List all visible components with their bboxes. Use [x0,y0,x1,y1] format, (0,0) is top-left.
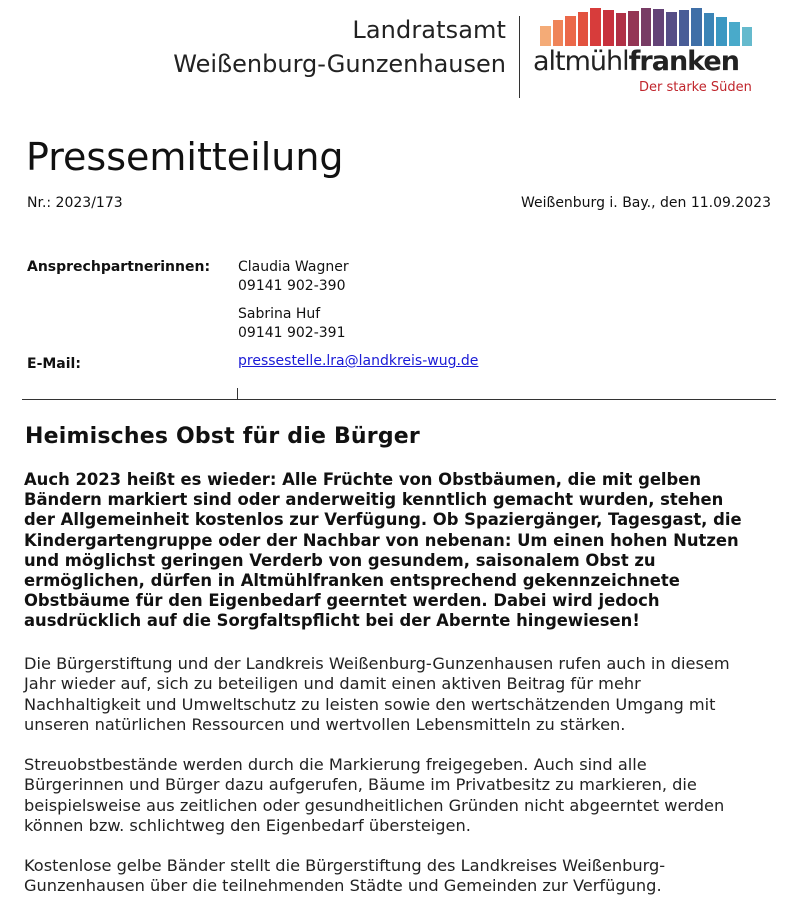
logo-bar [679,10,690,46]
lead-line: der Allgemeinheit kostenlos zur Verfügung. Ob Spaziergänger, Tagesgast, die [24,510,742,530]
brand-slogan: Der starke Süden [639,80,752,95]
paragraph-line: Die Bürgerstiftung und der Landkreis Weißenburg-Gunzenhausen rufen auch in diesem [24,654,730,673]
article-paragraph [24,654,770,736]
paragraph-line: können bzw. schlichtweg den Eigenbedarf übersteigen. [24,816,471,836]
lead-line: Kindergartengruppe oder der Nachbar von nebenan: Um einen hohen Nutzen [24,530,739,550]
logo-bar [691,8,702,46]
press-release-number: Nr.: 2023/173 [27,195,123,211]
logo-bar [603,10,614,46]
logo-bar [616,13,627,46]
logo-bar [590,8,601,46]
logo-bar [653,9,664,46]
contact-phone: 09141 902-390 [238,278,346,294]
contact-name: Sabrina Huf [238,306,321,322]
logo-bar [729,22,740,46]
paragraph-line: beispielsweise aus zeitlichen oder gesundheitlichen Gründen nicht abgeerntet werden [24,795,725,815]
lead-line: Obstbäume für den Eigenbedarf geerntet werden. Dabei wird jedoch [24,591,660,611]
logo-bar [666,12,677,46]
paragraph-line: Nachhaltigkeit und Umweltschutz zu leisten sowie den wertschätzenden Umgang mit [24,694,716,714]
lead-line: und möglichst geringen Verderb von gesundem, saisonalem Obst zu [24,550,656,570]
brand-part2: franken [628,46,739,77]
logo-bar [540,26,551,46]
contacts-label: Ansprechpartnerinnen: [27,259,211,275]
brand-wordmark [533,46,739,77]
brand-logo-bars [540,8,752,46]
paragraph-line: Kostenlose gelbe Bänder stellt die Bürgerstiftung des Landkreises Weißenburg- [24,856,666,875]
org-name-line2: Weißenburg-Gunzenhausen [173,50,506,78]
place-and-date: Weißenburg i. Bay., den 11.09.2023 [520,195,771,211]
paragraph-line: Streuobstbestände werden durch die Markierung freigegeben. Auch sind alle [24,755,647,774]
logo-bar [553,20,564,46]
logo-bar [716,17,727,46]
email-link[interactable]: pressestelle.lra@landkreis-wug.de [238,353,479,369]
header-divider [519,16,520,98]
org-name-line1: Landratsamt [352,16,506,44]
logo-bar [742,27,753,46]
logo-bar [641,8,652,46]
logo-bar [578,12,589,46]
email-label: E-Mail: [27,356,81,372]
article-headline: Heimisches Obst für die Bürger [25,424,420,449]
paragraph-line: Jahr wieder auf, sich zu beteiligen und damit einen aktiven Beitrag für mehr [24,674,641,694]
paragraph-line: Gunzenhausen über die teilnehmenden Städte und Gemeinden zur Verfügung. [24,876,662,896]
article-lead [24,470,770,632]
page-title: Pressemitteilung [26,135,344,179]
horizontal-rule [22,399,776,400]
lead-line: ermöglichen, dürfen in Altmühlfranken entsprechend gekennzeichnete [24,571,680,591]
brand-part1: altmühl [533,46,629,77]
lead-line: Bändern markiert sind oder anderweitig kenntlich gemacht wurden, stehen [24,490,724,510]
logo-bar [628,11,639,46]
contact-phone: 09141 902-391 [238,325,346,341]
paragraph-line: Bürgerinnen und Bürger dazu aufgerufen, Bäume im Privatbesitz zu markieren, die [24,775,697,795]
article-paragraph [24,856,770,897]
lead-line: Auch 2023 heißt es wieder: Alle Früchte von Obstbäumen, die mit gelben [24,470,702,489]
contact-name: Claudia Wagner [238,259,349,275]
paragraph-line: unseren natürlichen Ressourcen und wertvollen Lebensmitteln zu stärken. [24,715,626,735]
lead-line: ausdrücklich auf die Sorgfaltspflicht bei der Abernte hingewiesen! [24,611,640,631]
logo-bar [704,13,715,46]
article-paragraph [24,755,770,837]
logo-bar [565,16,576,46]
